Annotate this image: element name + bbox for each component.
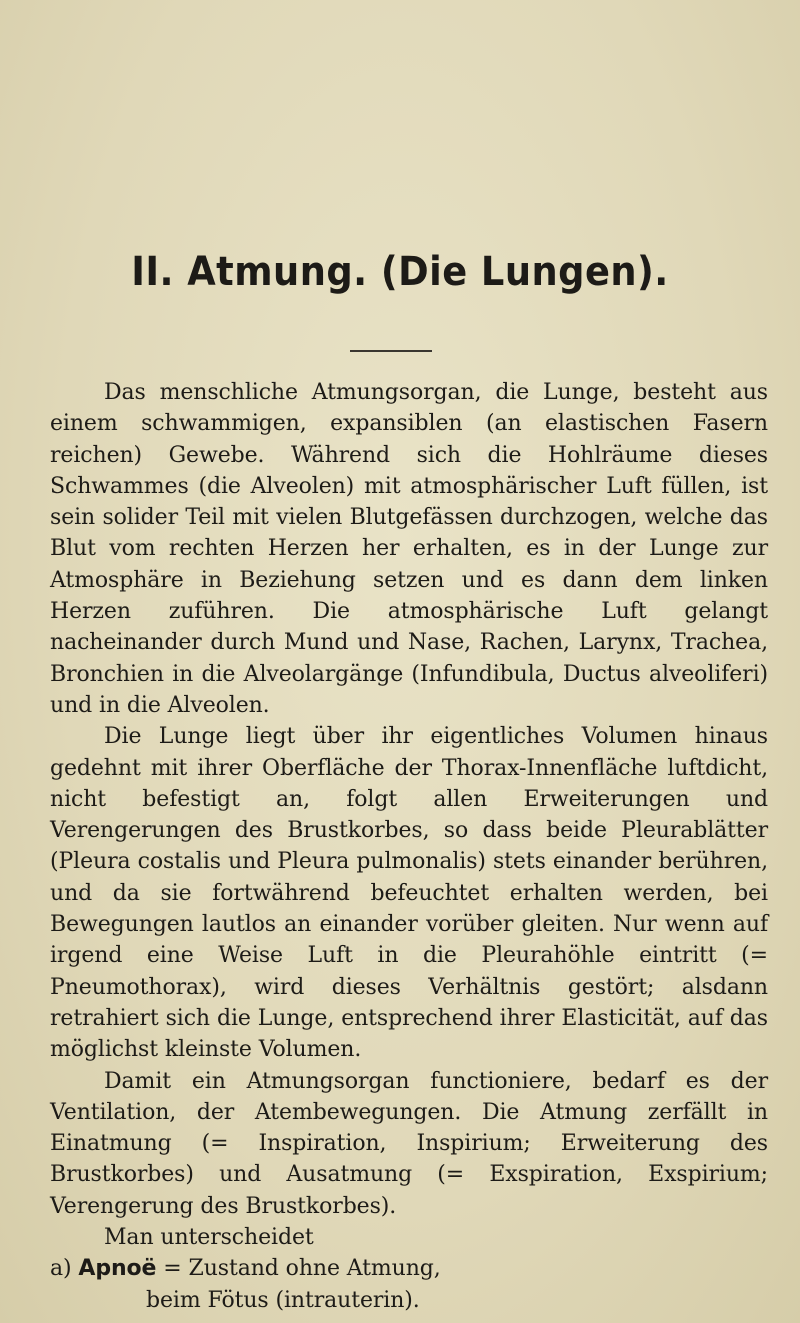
- paragraph-4: Man unterscheidet: [104, 1225, 314, 1251]
- chapter-heading: II. Atmung. (Die Lungen).: [131, 249, 669, 295]
- list-definition: = Zustand ohne Atmung,: [163, 1256, 441, 1282]
- list-marker: a): [50, 1256, 72, 1282]
- list-item-a: [50, 1253, 768, 1284]
- list-term: Apnoë: [78, 1256, 157, 1282]
- definition-list: [50, 1253, 768, 1316]
- paragraph-1: Das menschliche Atmungsorgan, die Lunge, besteht aus einem schwammigen, expansiblen (an elastischen Fasern reichen) Gewebe. Während sich die Hohlräume dieses Schwammes (die Alveolen) mit atmosphärischer Luft füllen, ist sein solider Teil mit vielen Blutgefässen durchzogen, welche das Blut vom rechten Herzen her erhalten, es in der Lunge zur Atmosphäre in Beziehung setzen und es dann dem linken Herzen zuführen. Die atmosphärische Luft gelangt nacheinander durch Mund und Nase, Rachen, Larynx, Trachea, Bronchien in die Alveolargänge (Infundibula, Ductus alveoliferi) und in die Alveolen.: [50, 380, 768, 718]
- heading-divider: [350, 350, 432, 352]
- paragraph-3: Damit ein Atmungsorgan functioniere, bedarf es der Ventilation, der Atembewegungen. Die Atmung zerfällt in Einatmung (= Inspiration, Inspirium; Erweiterung des Brustkorbes) und Ausatmung (= Exspiration, Exspirium; Verengerung des Brustkorbes).: [50, 1068, 768, 1219]
- list-definition-continuation: beim Fötus (intrauterin).: [146, 1287, 420, 1313]
- paragraph-2: Die Lunge liegt über ihr eigentliches Volumen hinaus gedehnt mit ihrer Oberfläche der Thorax-Innenfläche luftdicht, nicht befestigt an, folgt allen Erweiterungen und Verengerungen des Brustkorbes, so dass beide Pleurablätter (Pleura costalis und Pleura pulmonalis) stets einander berühren, und da sie fortwährend befeuchtet erhalten werden, bei Bewegungen lautlos an einander vorüber gleiten. Nur wenn auf irgend eine Weise Luft in die Pleurahöhle eintritt (= Pneumothorax), wird dieses Verhältnis gestört; alsdann retrahiert sich die Lunge, entsprechend ihrer Elasticität, auf das möglichst kleinste Volumen.: [50, 724, 768, 1063]
- chapter-body: [50, 377, 768, 1316]
